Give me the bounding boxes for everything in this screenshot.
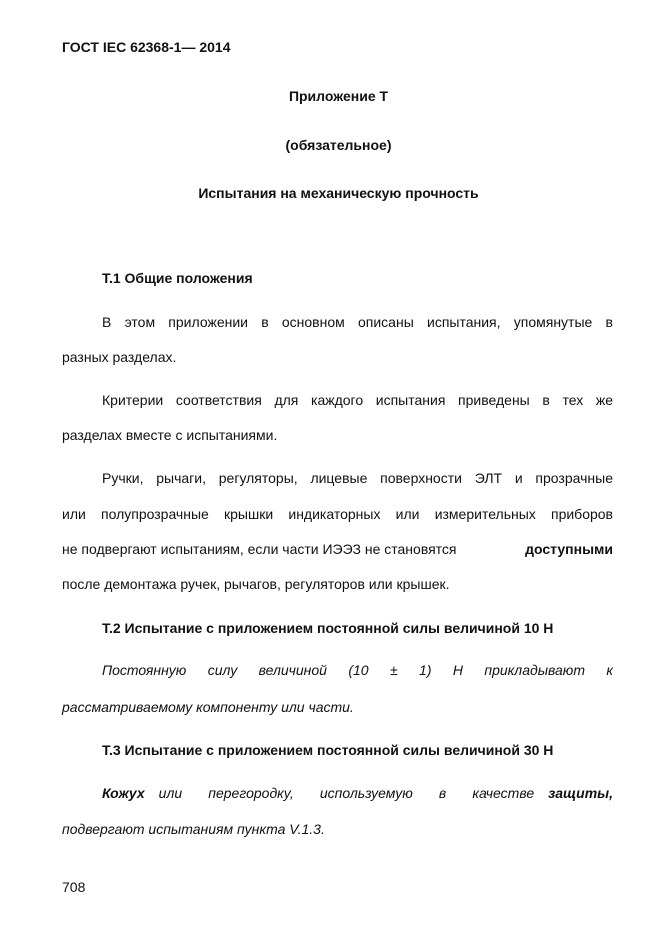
term-enclosure: Кожух (102, 785, 145, 801)
t1-paragraph-3-line-1: Ручки, рычаги, регуляторы, лицевые поверхности ЭЛТ и прозрачные (102, 470, 613, 486)
t1-paragraph-3-line-4: после демонтажа ручек, рычагов, регуляторов или крышек. (62, 576, 450, 592)
section-heading-t2: Т.2 Испытание с приложением постоянной силы величиной 10 Н (102, 620, 554, 636)
annex-subject: Испытания на механическую прочность (198, 185, 479, 201)
annex-status: (обязательное) (285, 137, 392, 153)
t1-paragraph-3-line-2: или полупрозрачные крышки индикаторных или измерительных приборов (62, 506, 613, 522)
term-protection: защиты, (548, 785, 613, 801)
t1-paragraph-1-line-2: разных разделах. (62, 349, 177, 365)
t3-paragraph-line-1-middle: или перегородку, используемую в качестве (158, 785, 535, 801)
section-heading-t1: Т.1 Общие положения (102, 270, 253, 286)
term-accessible: доступными (525, 541, 613, 557)
t1-paragraph-2-line-1: Критерии соответствия для каждого испытания приведены в тех же (102, 392, 613, 408)
t3-paragraph-line-1 (102, 784, 613, 802)
t2-paragraph-line-1: Постоянную силу величиной (10 ± 1) Н прикладывают к (102, 662, 613, 678)
document-header-code: ГОСТ IEC 62368-1— 2014 (62, 39, 231, 55)
t3-paragraph-line-2: подвергают испытаниям пункта V.1.3. (62, 821, 325, 837)
annex-title: Приложение Т (288, 88, 389, 104)
t1-paragraph-3-line-3 (62, 540, 613, 558)
page-number: 708 (62, 879, 86, 895)
t2-paragraph-line-2: рассматриваемому компоненту или части. (62, 699, 354, 715)
section-heading-t3: Т.3 Испытание с приложением постоянной силы величиной 30 Н (102, 742, 554, 758)
t1-paragraph-1-line-1: В этом приложении в основном описаны испытания, упомянутые в (102, 314, 613, 330)
t1-paragraph-2-line-2: разделах вместе с испытаниями. (62, 427, 278, 443)
t1-paragraph-3-line-3-text: не подвергают испытаниям, если части ИЭЭЗ не становятся (62, 541, 457, 557)
